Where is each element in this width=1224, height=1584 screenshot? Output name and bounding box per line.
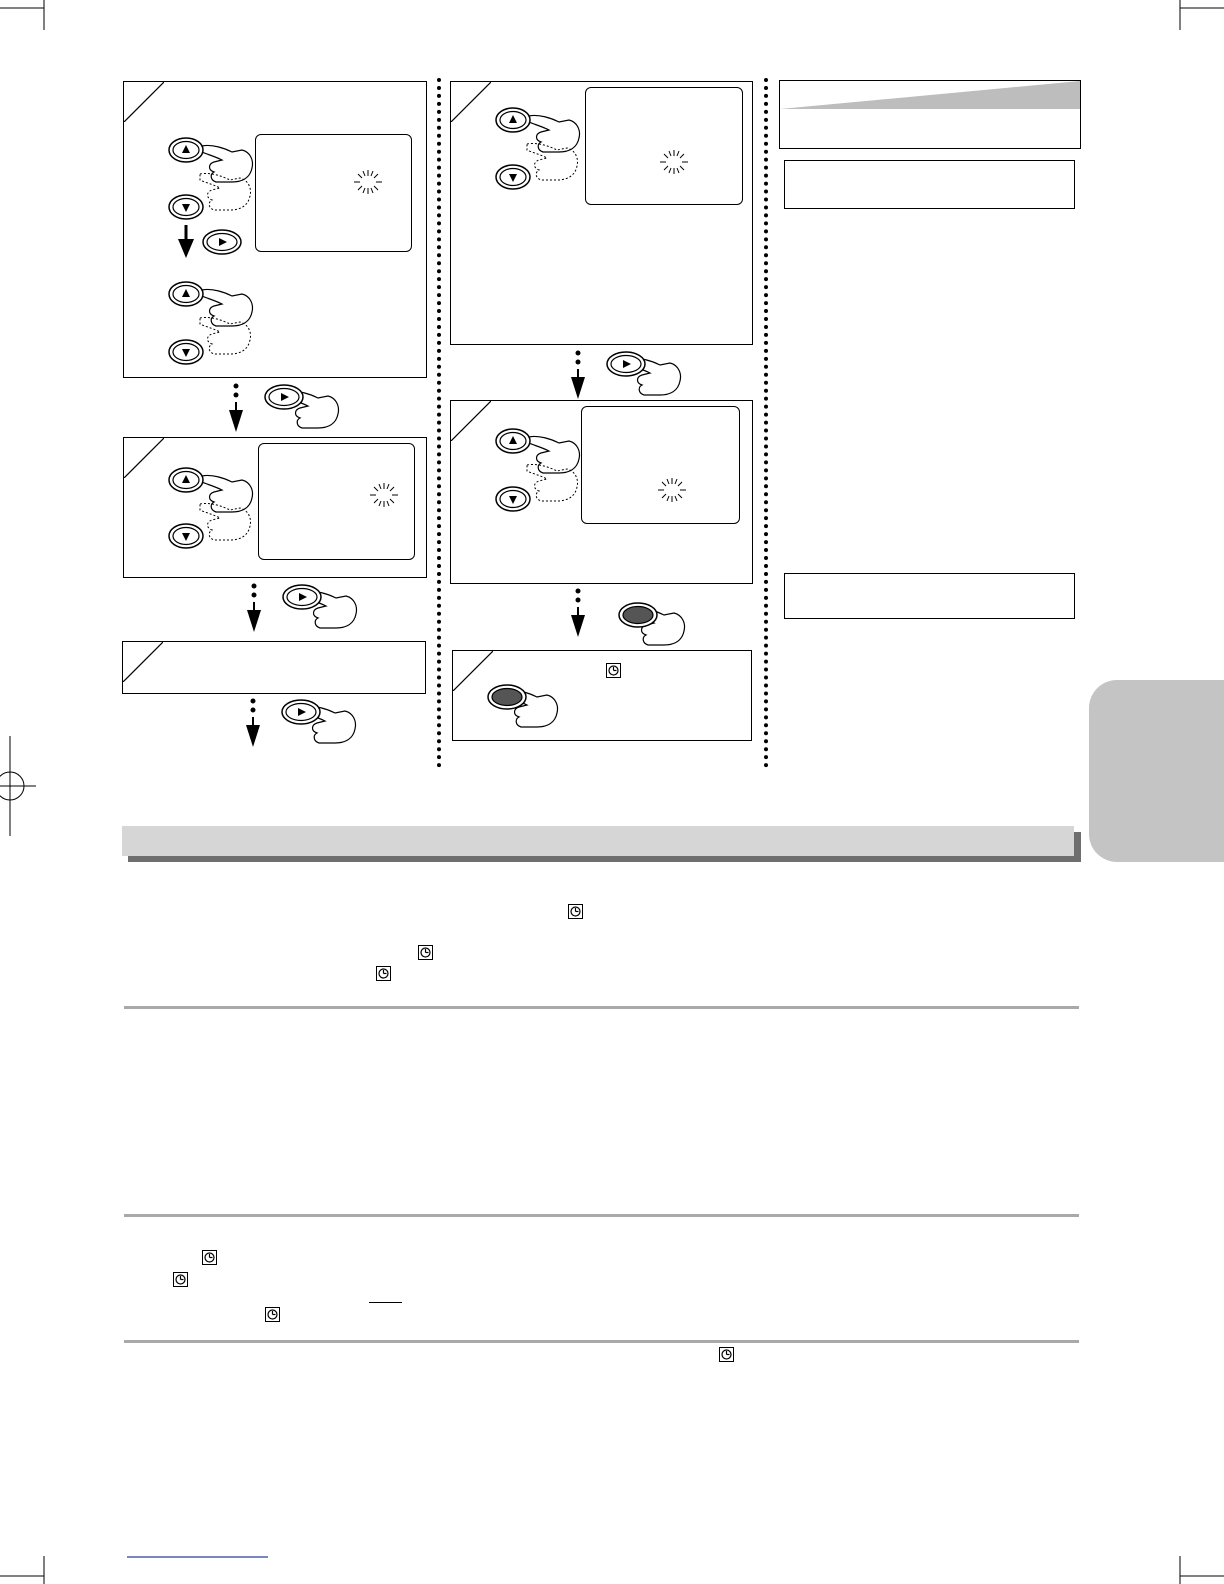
- header-wedge: [780, 81, 1080, 111]
- pointing-hand-icon: [202, 145, 253, 182]
- underline-mark: [369, 1302, 402, 1303]
- remote-buttons: [453, 651, 753, 742]
- remote-buttons: [124, 438, 428, 579]
- timer-clock-icon: [265, 1307, 280, 1322]
- timer-clock-icon: [719, 1347, 734, 1362]
- next-step-arrow: [236, 382, 366, 434]
- down-arrow-button-icon: [496, 487, 530, 511]
- play-button-icon: [607, 352, 645, 376]
- play-button-icon: [283, 585, 321, 609]
- divider-rule: [124, 1006, 1079, 1009]
- next-step-arrow: [253, 697, 383, 749]
- next-step-arrow: [578, 349, 708, 401]
- step-panel: [123, 437, 427, 578]
- header-panel: [779, 80, 1081, 149]
- step-panel: [122, 641, 426, 694]
- down-arrow-button-icon: [169, 195, 203, 219]
- remote-buttons: [451, 401, 754, 585]
- next-step-arrow: [578, 587, 708, 639]
- up-arrow-button-icon: [496, 108, 530, 132]
- record-button-icon: [619, 603, 657, 627]
- timer-clock-icon: [173, 1272, 188, 1287]
- down-arrow-button-icon: [169, 340, 203, 364]
- down-arrow-button-icon: [496, 165, 530, 189]
- step-corner-tab: [123, 642, 163, 682]
- column-divider: [437, 78, 441, 768]
- record-button-icon: [488, 685, 526, 709]
- up-arrow-button-icon: [169, 468, 203, 492]
- timer-clock-icon: [568, 904, 583, 919]
- up-arrow-button-icon: [496, 429, 530, 453]
- divider-rule: [124, 1340, 1079, 1343]
- step-panel: [123, 81, 427, 378]
- remote-buttons: [124, 82, 428, 379]
- section-title-bar: [122, 826, 1074, 856]
- timer-clock-icon: [376, 966, 391, 981]
- up-arrow-button-icon: [169, 138, 203, 162]
- section-side-tab: [1089, 680, 1224, 862]
- timer-clock-icon: [202, 1250, 217, 1265]
- step-panel: [450, 81, 753, 345]
- timer-clock-icon: [418, 945, 433, 960]
- remote-buttons: [451, 82, 754, 346]
- step-panel: [450, 400, 753, 584]
- next-step-arrow: [254, 582, 384, 634]
- divider-rule: [124, 1214, 1079, 1217]
- play-button-icon: [265, 385, 303, 409]
- play-button-icon: [203, 230, 241, 254]
- column-divider: [764, 78, 768, 768]
- play-button-icon: [282, 700, 320, 724]
- note-box: [784, 573, 1075, 619]
- note-box: [784, 160, 1075, 209]
- section-bar-shadow: [128, 856, 1081, 862]
- down-arrow-button-icon: [169, 524, 203, 548]
- up-arrow-button-icon: [169, 282, 203, 306]
- step-panel: [452, 650, 752, 741]
